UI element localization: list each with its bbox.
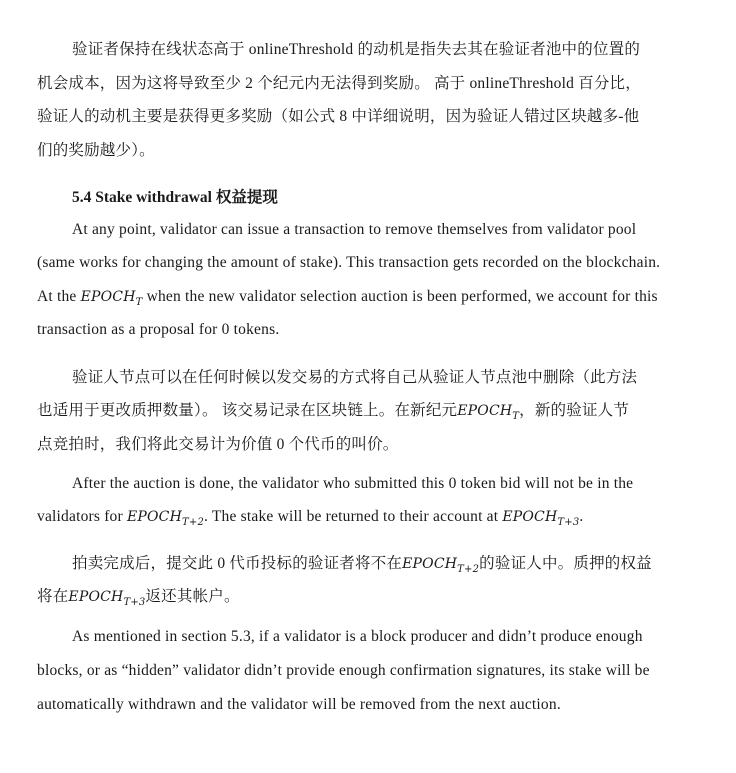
p1-line-4: 们的奖励越少）。 xyxy=(37,142,155,159)
p5-line-1 xyxy=(72,551,652,575)
p2-line-2: (same works for changing the amount of stake). This transaction gets recorded on the blockchain. xyxy=(37,254,661,271)
p6-line-3: automatically withdrawn and the validator will be removed from the next auction. xyxy=(37,696,561,713)
p5-line-1-text-a: 拍卖完成后，提交此 0 代币投标的验证者将不在 xyxy=(72,555,403,572)
p5-line-2-text-a: 将在 xyxy=(37,588,69,605)
epoch-subscript: T xyxy=(135,297,143,308)
section-heading: 5.4 Stake withdrawal 权益提现 xyxy=(72,189,278,206)
p4-line-2-text-b: . The stake will be returned to their account at xyxy=(204,508,503,525)
p1-line-1: 验证者保持在线状态高于 onlineThreshold 的动机是指失去其在验证者池中的位置的 xyxy=(72,41,641,58)
epoch-math: EPOCH xyxy=(126,509,182,525)
p3-line-2-text-a: 也适用于更改质押数量）。 该交易记录在区块链上。在新纪元 xyxy=(37,402,458,419)
p2-line-1: At any point, validator can issue a transaction to remove themselves from validator pool xyxy=(72,221,637,238)
p4-line-1: After the auction is done, the validator who submitted this 0 token bid will not be in the xyxy=(72,475,634,492)
p2-line-3-text-b: when the new validator selection auction is been performed, we account for this xyxy=(142,288,658,305)
p2-line-3-text-a: At the xyxy=(37,288,81,305)
epoch-math: EPOCH xyxy=(502,509,558,525)
epoch-math: EPOCH xyxy=(402,556,458,572)
epoch-subscript: T+2 xyxy=(457,564,480,575)
p4-line-2 xyxy=(37,508,583,528)
epoch-subscript: T+2 xyxy=(182,517,205,528)
p3-line-3: 点竞拍时，我们将此交易计为价值 0 个代币的叫价。 xyxy=(37,436,399,453)
p4-line-2-text-a: validators for xyxy=(37,508,127,525)
p3-line-2-text-b: ，新的验证人节 xyxy=(519,402,630,419)
p3-line-2 xyxy=(37,398,629,422)
epoch-math: EPOCH xyxy=(80,289,136,305)
p5-line-2-text-b: 返还其帐户。 xyxy=(145,588,240,605)
p2-line-3 xyxy=(37,288,658,308)
p5-line-2 xyxy=(37,584,240,608)
epoch-subscript: T+3 xyxy=(557,517,580,528)
epoch-math: EPOCH xyxy=(68,589,124,605)
p2-line-4: transaction as a proposal for 0 tokens. xyxy=(37,321,280,338)
p1-line-2: 机会成本，因为这将导致至少 2 个纪元内无法得到奖励。 高于 onlineThreshold 百分比， xyxy=(37,75,641,92)
epoch-subscript: T xyxy=(512,411,520,422)
p3-line-1: 验证人节点可以在任何时候以发交易的方式将自己从验证人节点池中删除（此方法 xyxy=(72,369,638,386)
epoch-subscript: T+3 xyxy=(123,597,146,608)
p5-line-1-text-b: 的验证人中。质押的权益 xyxy=(479,555,652,572)
epoch-math: EPOCH xyxy=(457,403,513,419)
p6-line-2: blocks, or as “hidden” validator didn’t provide enough confirmation signatures, its stake will be xyxy=(37,662,650,679)
p4-line-2-text-c: . xyxy=(579,508,584,525)
p6-line-1: As mentioned in section 5.3, if a validator is a block producer and didn’t produce enough xyxy=(72,628,643,645)
p1-line-3: 验证人的动机主要是获得更多奖励（如公式 8 中详细说明，因为验证人错过区块越多-他 xyxy=(37,108,640,125)
